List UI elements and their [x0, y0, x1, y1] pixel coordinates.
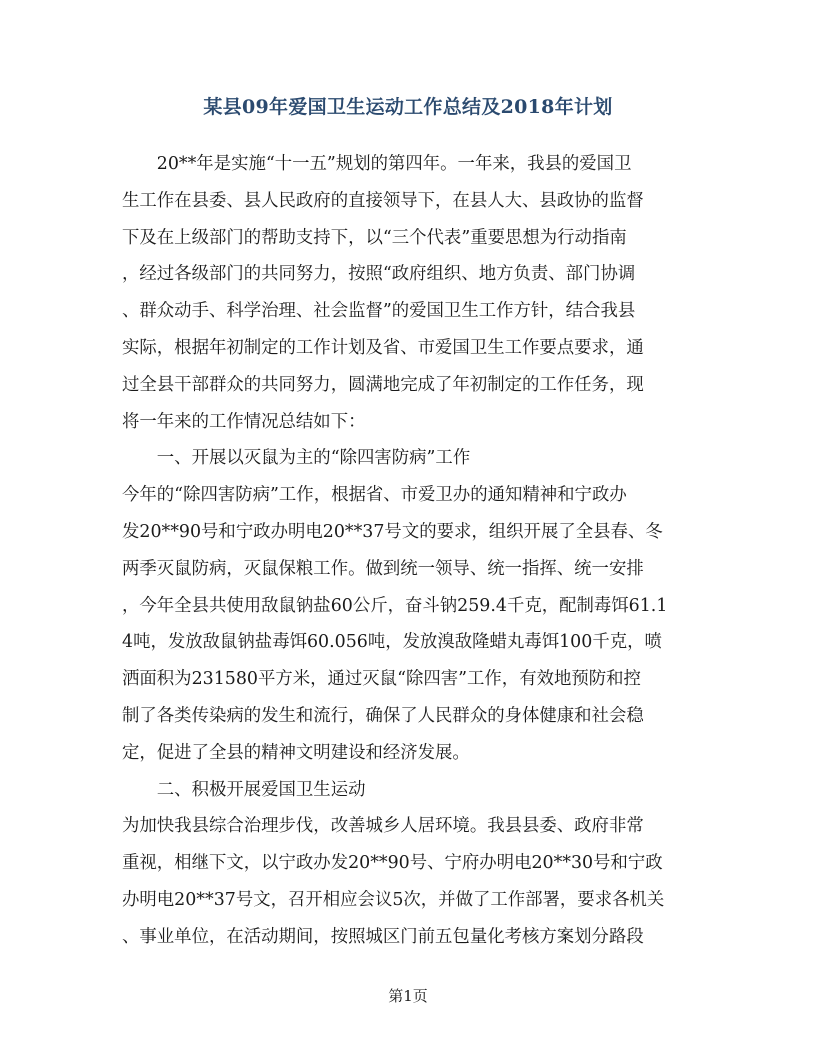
body-line: 发20**90号和宁政办明电20**37号文的要求，组织开展了全县春、冬	[122, 521, 663, 542]
body-line: 制了各类传染病的发生和流行，确保了人民群众的身体健康和社会稳	[122, 705, 644, 726]
body-line: 4吨，发放敌鼠钠盐毒饵60.056吨，发放溴敌隆蜡丸毒饵100千克，喷	[122, 632, 662, 653]
body-line: 生工作在县委、县人民政府的直接领导下，在县人大、县政协的监督	[122, 190, 644, 211]
body-line: 过全县干部群众的共同努力，圆满地完成了年初制定的工作任务，现	[122, 374, 644, 395]
body-line: 重视，相继下文，以宁政办发20**90号、宁府办明电20**30号和宁政	[122, 853, 663, 874]
body-line: 洒面积为231580平方米，通过灭鼠“除四害”工作，有效地预防和控	[122, 669, 641, 690]
body-line: 两季灭鼠防病，灭鼠保粮工作。做到统一领导、统一指挥、统一安排	[122, 558, 644, 579]
body-line: 今年的“除四害防病”工作，根据省、市爱卫办的通知精神和宁政办	[122, 485, 627, 506]
body-line: 将一年来的工作情况总结如下：	[122, 411, 366, 432]
body-line: 定，促进了全县的精神文明建设和经济发展。	[122, 742, 470, 763]
body-line: 为加快我县综合治理步伐，改善城乡人居环境。我县县委、政府非常	[122, 816, 644, 837]
body-line: ，今年全县共使用敌鼠钠盐60公斤，奋斗钠259.4千克，配制毒饵61.1	[122, 595, 668, 616]
document-body	[122, 146, 694, 956]
section-heading-2: 二、积极开展爱国卫生运动	[122, 779, 366, 800]
body-line: 、群众动手、科学治理、社会监督”的爱国卫生工作方针，结合我县	[122, 301, 636, 322]
body-line: 、事业单位，在活动期间，按照城区门前五包量化考核方案划分路段	[122, 926, 644, 947]
body-line: 实际，根据年初制定的工作计划及省、市爱国卫生工作要点要求，通	[122, 337, 644, 358]
body-line: ，经过各级部门的共同努力，按照“政府组织、地方负责、部门协调	[122, 264, 636, 285]
body-line: 办明电20**37号文，召开相应会议5次，并做了工作部署，要求各机关	[122, 889, 665, 910]
body-line: 下及在上级部门的帮助支持下，以“三个代表”重要思想为行动指南	[122, 227, 627, 248]
section-heading-1: 一、开展以灭鼠为主的“除四害防病”工作	[122, 448, 471, 469]
document-title: 某县09年爱国卫生运动工作总结及2018年计划	[203, 96, 613, 118]
page-number: 第1页	[388, 987, 428, 1005]
body-line: 20**年是实施“十一五”规划的第四年。一年来，我县的爱国卫	[122, 154, 632, 174]
